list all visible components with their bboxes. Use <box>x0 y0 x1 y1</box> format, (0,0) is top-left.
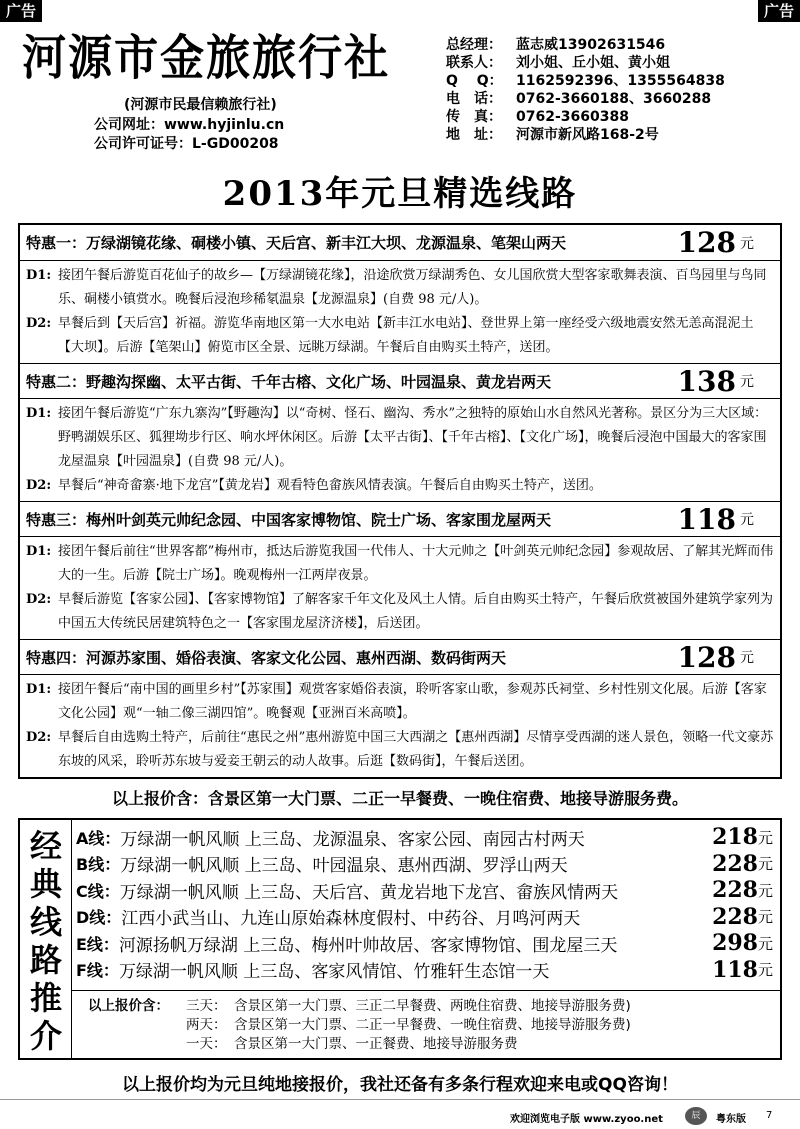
line-price: 228 <box>712 877 758 904</box>
price-unit: 元 <box>740 374 754 390</box>
day-text: 接团午餐后游览百花仙子的故乡—【万绿湖镜花缘】，沿途欣赏万绿湖秀色、女儿国欣赏大型客家歌舞表演、百鸟园里与鸟同乐、硐楼小镇赏水。晚餐后浸泡珍稀氡温泉【龙源温泉】(自费 98 元/人)。 <box>58 268 767 307</box>
itinerary-day <box>26 678 774 726</box>
line-code: C线： <box>76 881 120 901</box>
classic-price-notes <box>72 990 780 1058</box>
line-description: 万绿湖一帆风顺 上三岛、龙源温泉、客家公园、南园古村两天 <box>120 829 585 850</box>
day-label: D1: <box>26 268 52 283</box>
side-title-char: 典 <box>29 865 62 903</box>
package-title <box>20 639 780 675</box>
contact-label: Q Q： <box>446 73 503 89</box>
day-label: D2: <box>26 316 52 331</box>
classic-line-list <box>76 824 780 983</box>
package-price: 138 <box>677 364 736 398</box>
price-includes-note: 以上报价含：含景区第一大门票、二正一早餐费、一晚住宿费、地接导游服务费。 <box>111 789 688 808</box>
line-price: 218 <box>712 824 758 851</box>
package-price: 118 <box>677 502 736 536</box>
page-number: 7 <box>766 1110 773 1121</box>
contact-label: 地 址： <box>446 127 502 143</box>
package-itinerary <box>20 675 780 777</box>
footer-browse-link[interactable]: 欢迎浏览电子版 www.zyoo.net <box>510 1114 663 1125</box>
day-label: D1: <box>26 544 52 559</box>
line-code: E线： <box>76 934 119 954</box>
itinerary-day <box>26 312 774 360</box>
price-unit: 元 <box>758 881 774 900</box>
package-title <box>20 501 780 537</box>
contact-label: 总经理： <box>446 37 502 53</box>
contact-row <box>446 54 786 72</box>
note-text: 含景区第一大门票、三正二早餐费、两晚住宿费、地接导游服务费) <box>234 998 631 1014</box>
holiday-routes <box>18 223 782 779</box>
classic-routes-title <box>20 820 72 1058</box>
contact-row <box>446 108 786 126</box>
note-row <box>88 1035 780 1054</box>
day-text: 接团午餐后前往“世界客都”梅州市，抵达后游览我国一代伟人、十大元帅之【叶剑英元帅纪念园】参观故居、了解其光辉而伟大的一生。后游【院士广场】。晚观梅州一江两岸夜景。 <box>58 544 774 583</box>
price-unit: 元 <box>758 934 774 953</box>
company-slogan: (河源市民最信赖旅行社) <box>124 97 277 113</box>
company-website[interactable]: 公司网址：www.hyjinlu.cn <box>94 117 285 133</box>
line-code: D线： <box>76 908 122 928</box>
contact-label: 传 真： <box>446 109 502 125</box>
day-text: 早餐后“神奇畲寨·地下龙宫”【黄龙岩】观看特色畲族风情表演。午餐后自由购买土特产，送团。 <box>58 478 602 493</box>
classic-routes <box>18 818 782 1060</box>
package-itinerary <box>20 261 780 363</box>
itinerary-day <box>26 726 774 774</box>
contact-label: 联系人： <box>446 55 502 71</box>
page-footer <box>0 1099 800 1129</box>
contact-block <box>446 36 786 144</box>
day-text: 接团午餐后“南中国的画里乡村”【苏家围】观赏客家婚俗表演，聆听客家山歌，参观苏氏祠堂、乡村性别文化展。后游【客家文化公园】观“一轴二像三湖四馆”。晚餐观【亚洲百米高喷】。 <box>58 682 767 721</box>
itinerary-day <box>26 540 774 588</box>
contact-value: 刘小姐、丘小姐、黄小姐 <box>516 55 670 71</box>
note-row <box>88 997 780 1016</box>
price-unit: 元 <box>740 650 754 666</box>
notes-label-spacer <box>88 1016 186 1035</box>
page-title: 2013年元旦精选线路 <box>222 174 578 214</box>
line-code: A线： <box>76 828 121 848</box>
package-name: 特惠二：野趣沟探幽、太平古街、千年古榕、文化广场、叶园温泉、黄龙岩两天 <box>26 372 552 391</box>
line-description: 河源扬帆万绿湖 上三岛、梅州叶帅故居、客家博物馆、围龙屋三天 <box>118 935 618 956</box>
classic-line <box>76 877 780 904</box>
side-title-char: 经 <box>29 827 62 865</box>
itinerary-day <box>26 264 774 312</box>
ad-label-right: 广告 <box>758 0 800 22</box>
day-text: 早餐后游览【客家公园】、【客家博物馆】了解客家千年文化及风土人情。后自由购买土特产，午餐后欣赏被国外建筑学家列为中国五大传统民居建筑特色之一【客家围龙屋济济楼】，后送团。 <box>58 592 774 631</box>
itinerary-day <box>26 402 774 474</box>
line-description: 万绿湖一帆风顺 上三岛、叶园温泉、惠州西湖、罗浮山两天 <box>120 856 568 877</box>
day-label: D2: <box>26 592 52 607</box>
contact-value: 1162592396、1355564838 <box>516 73 725 89</box>
ad-label-left: 广告 <box>0 0 42 22</box>
line-price: 118 <box>712 956 758 983</box>
day-text: 早餐后自由选购土特产，后前往“惠民之州”惠州游览中国三大西湖之【惠州西湖】尽情享受西湖的迷人景色，领略一代文豪苏东坡的风采，聆听苏东坡与爱妾王朝云的动人故事。后逛【数码街】，午餐后送团。 <box>58 730 774 769</box>
price-unit: 元 <box>758 855 774 874</box>
price-unit: 元 <box>740 512 754 528</box>
classic-line <box>76 824 780 851</box>
publisher-logo-icon: 辰 <box>685 1107 707 1125</box>
contact-row <box>446 126 786 144</box>
line-description: 万绿湖一帆风顺 上三岛、客家风情馆、竹雅轩生态馆一天 <box>118 962 550 983</box>
note-duration: 一天： <box>186 1036 227 1052</box>
day-text: 接团午餐后游览“广东九寨沟”【野趣沟】以“奇树、怪石、幽沟、秀水”之独特的原始山水自然风光著称。景区分为三大区域：野鸭湖娱乐区、狐狸坳步行区、响水坪休闲区。后游【太平古街】、【千年古榕】、【文化广场】，晚餐后浸泡中国最大的客家围龙屋温泉【叶园温泉】(自费 98 元/人)。 <box>58 406 768 469</box>
contact-row <box>446 90 786 108</box>
company-name: 河源市金旅旅行社 <box>22 30 391 86</box>
classic-line <box>76 904 780 931</box>
package-name: 特惠一：万绿湖镜花缘、硐楼小镇、天后宫、新丰江大坝、龙源温泉、笔架山两天 <box>26 234 567 252</box>
package-itinerary <box>20 399 780 501</box>
contact-value: 蓝志威13902631546 <box>516 37 666 53</box>
day-label: D2: <box>26 730 52 745</box>
package-title <box>20 225 780 261</box>
line-description: 万绿湖一帆风顺 上三岛、天后宫、黄龙岩地下龙宫、畲族风情两天 <box>119 882 619 903</box>
line-code: B线： <box>76 855 121 875</box>
price-unit: 元 <box>758 828 774 847</box>
day-label: D1: <box>26 682 52 697</box>
classic-line <box>76 851 780 878</box>
package-price: 128 <box>677 226 736 259</box>
package-name: 特惠三：梅州叶剑英元帅纪念园、中国客家博物馆、院士广场、客家围龙屋两天 <box>26 510 552 529</box>
company-license: 公司许可证号：L-GD00208 <box>94 136 279 152</box>
notes-label: 以上报价含： <box>88 998 169 1014</box>
notes-label-spacer <box>88 1035 186 1054</box>
day-label: D2: <box>26 478 52 493</box>
contact-value: 0762-3660188、3660288 <box>516 91 712 107</box>
footer-edition: 粤东版 <box>716 1114 746 1125</box>
line-code: F线： <box>76 961 119 981</box>
contact-value: 河源市新风路168-2号 <box>516 127 659 143</box>
side-title-char: 线 <box>29 903 62 941</box>
note-text: 含景区第一大门票、二正一早餐费、一晚住宿费、地接导游服务费) <box>234 1017 631 1033</box>
day-text: 早餐后到【天后宫】祈福。游览华南地区第一大水电站【新丰江水电站】、登世界上第一座经受六级地震安然无恙高混泥土【大坝】。后游【笔架山】俯览市区全景、远眺万绿湖。午餐后自由购买土特产，送团。 <box>58 316 754 355</box>
line-price: 228 <box>712 903 758 930</box>
package-itinerary <box>20 537 780 639</box>
side-title-char: 路 <box>29 941 62 979</box>
note-row <box>88 1016 780 1035</box>
price-unit: 元 <box>758 961 774 980</box>
price-unit: 元 <box>740 235 754 252</box>
closing-note: 以上报价均为元旦纯地接报价，我社还备有多条行程欢迎来电或QQ咨询！ <box>122 1075 678 1095</box>
note-text: 含景区第一大门票、一正餐费、地接导游服务费 <box>234 1036 518 1052</box>
note-duration: 两天： <box>186 1017 227 1033</box>
package-name: 特惠四：河源苏家围、婚俗表演、客家文化公园、惠州西湖、数码街两天 <box>26 648 507 667</box>
itinerary-day <box>26 474 774 498</box>
contact-row <box>446 72 786 90</box>
itinerary-day <box>26 588 774 636</box>
classic-line <box>76 957 780 984</box>
day-label: D1: <box>26 406 52 421</box>
classic-line <box>76 930 780 957</box>
package-price: 128 <box>677 640 736 674</box>
line-description: 江西小武当山、九连山原始森林度假村、中药谷、月鸣河两天 <box>121 909 581 930</box>
price-unit: 元 <box>758 908 774 927</box>
contact-value: 0762-3660388 <box>516 109 629 125</box>
package-title <box>20 363 780 399</box>
contact-row <box>446 36 786 54</box>
line-price: 298 <box>712 930 758 957</box>
contact-label: 电 话： <box>446 91 502 107</box>
side-title-char: 介 <box>29 1017 62 1055</box>
side-title-char: 推 <box>29 979 62 1017</box>
note-duration: 三天： <box>186 998 227 1014</box>
line-price: 228 <box>712 850 758 877</box>
